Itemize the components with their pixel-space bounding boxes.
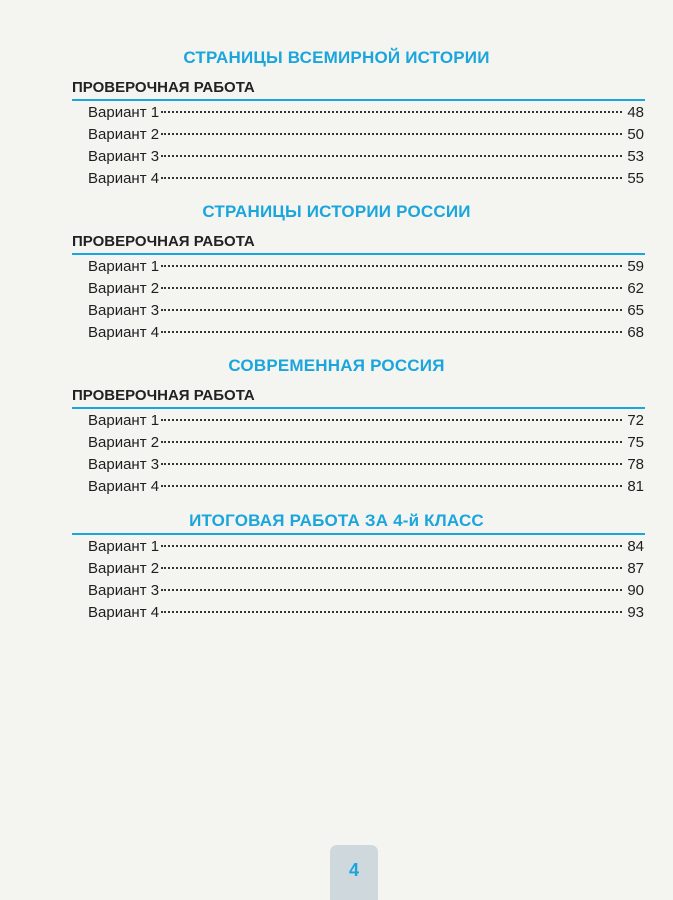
dot-leader [161,419,622,421]
toc-entry[interactable] [88,602,644,624]
entry-label: Вариант 3 [88,582,160,599]
subsection-title: ПРОВЕРОЧНАЯ РАБОТА [72,387,255,404]
entry-page: 68 [627,324,644,341]
dot-leader [161,133,622,135]
entry-page: 81 [627,478,644,495]
entry-label: Вариант 3 [88,302,160,319]
entry-page: 65 [627,302,644,319]
dot-leader [161,331,622,333]
dot-leader [161,111,622,113]
entry-page: 48 [627,104,644,121]
entry-page: 50 [627,126,644,143]
entry-label: Вариант 4 [88,324,160,341]
entry-label: Вариант 4 [88,604,160,621]
subsection-title: ПРОВЕРОЧНАЯ РАБОТА [72,233,255,250]
entry-label: Вариант 2 [88,126,160,143]
entry-page: 90 [627,582,644,599]
toc-entry[interactable] [88,278,644,300]
toc-entry[interactable] [88,256,644,278]
subsection-title: ПРОВЕРОЧНАЯ РАБОТА [72,79,255,96]
section-title-world-history: СТРАНИЦЫ ВСЕМИРНОЙ ИСТОРИИ [183,48,490,67]
toc-entry[interactable] [88,168,644,190]
entry-page: 78 [627,456,644,473]
entry-label: Вариант 3 [88,148,160,165]
entry-page: 84 [627,538,644,555]
toc-entry[interactable] [88,410,644,432]
section-title-russia-history: СТРАНИЦЫ ИСТОРИИ РОССИИ [202,202,471,221]
divider [72,407,645,409]
dot-leader [161,155,622,157]
toc-entry[interactable] [88,580,644,602]
toc-entry[interactable] [88,300,644,322]
entry-page: 75 [627,434,644,451]
entry-page: 93 [627,604,644,621]
entry-label: Вариант 4 [88,170,160,187]
dot-leader [161,589,622,591]
dot-leader [161,567,622,569]
dot-leader [161,611,622,613]
entry-page: 59 [627,258,644,275]
entry-label: Вариант 1 [88,412,160,429]
toc-entry[interactable] [88,432,644,454]
entry-label: Вариант 2 [88,280,160,297]
toc-entry[interactable] [88,558,644,580]
toc-entry[interactable] [88,102,644,124]
entry-page: 55 [627,170,644,187]
entry-label: Вариант 1 [88,538,160,555]
section-title-modern-russia: СОВРЕМЕННАЯ РОССИЯ [228,356,445,375]
section-title-final-test: ИТОГОВАЯ РАБОТА ЗА 4-й КЛАСС [189,511,484,530]
entry-page: 62 [627,280,644,297]
entry-label: Вариант 3 [88,456,160,473]
divider [72,253,645,255]
toc-entry[interactable] [88,322,644,344]
toc-entry[interactable] [88,454,644,476]
toc-entry[interactable] [88,124,644,146]
entry-page: 87 [627,560,644,577]
divider [72,99,645,101]
entry-page: 72 [627,412,644,429]
entry-label: Вариант 1 [88,258,160,275]
page-number-tab [330,845,378,900]
dot-leader [161,177,622,179]
entry-label: Вариант 1 [88,104,160,121]
dot-leader [161,463,622,465]
entry-label: Вариант 2 [88,560,160,577]
dot-leader [161,265,622,267]
entry-label: Вариант 2 [88,434,160,451]
dot-leader [161,545,622,547]
entry-label: Вариант 4 [88,478,160,495]
toc-entry[interactable] [88,476,644,498]
dot-leader [161,309,622,311]
dot-leader [161,485,622,487]
toc-entry[interactable] [88,536,644,558]
divider [72,533,645,535]
dot-leader [161,287,622,289]
page-number: 4 [348,860,359,880]
dot-leader [161,441,622,443]
entry-page: 53 [627,148,644,165]
toc-entry[interactable] [88,146,644,168]
